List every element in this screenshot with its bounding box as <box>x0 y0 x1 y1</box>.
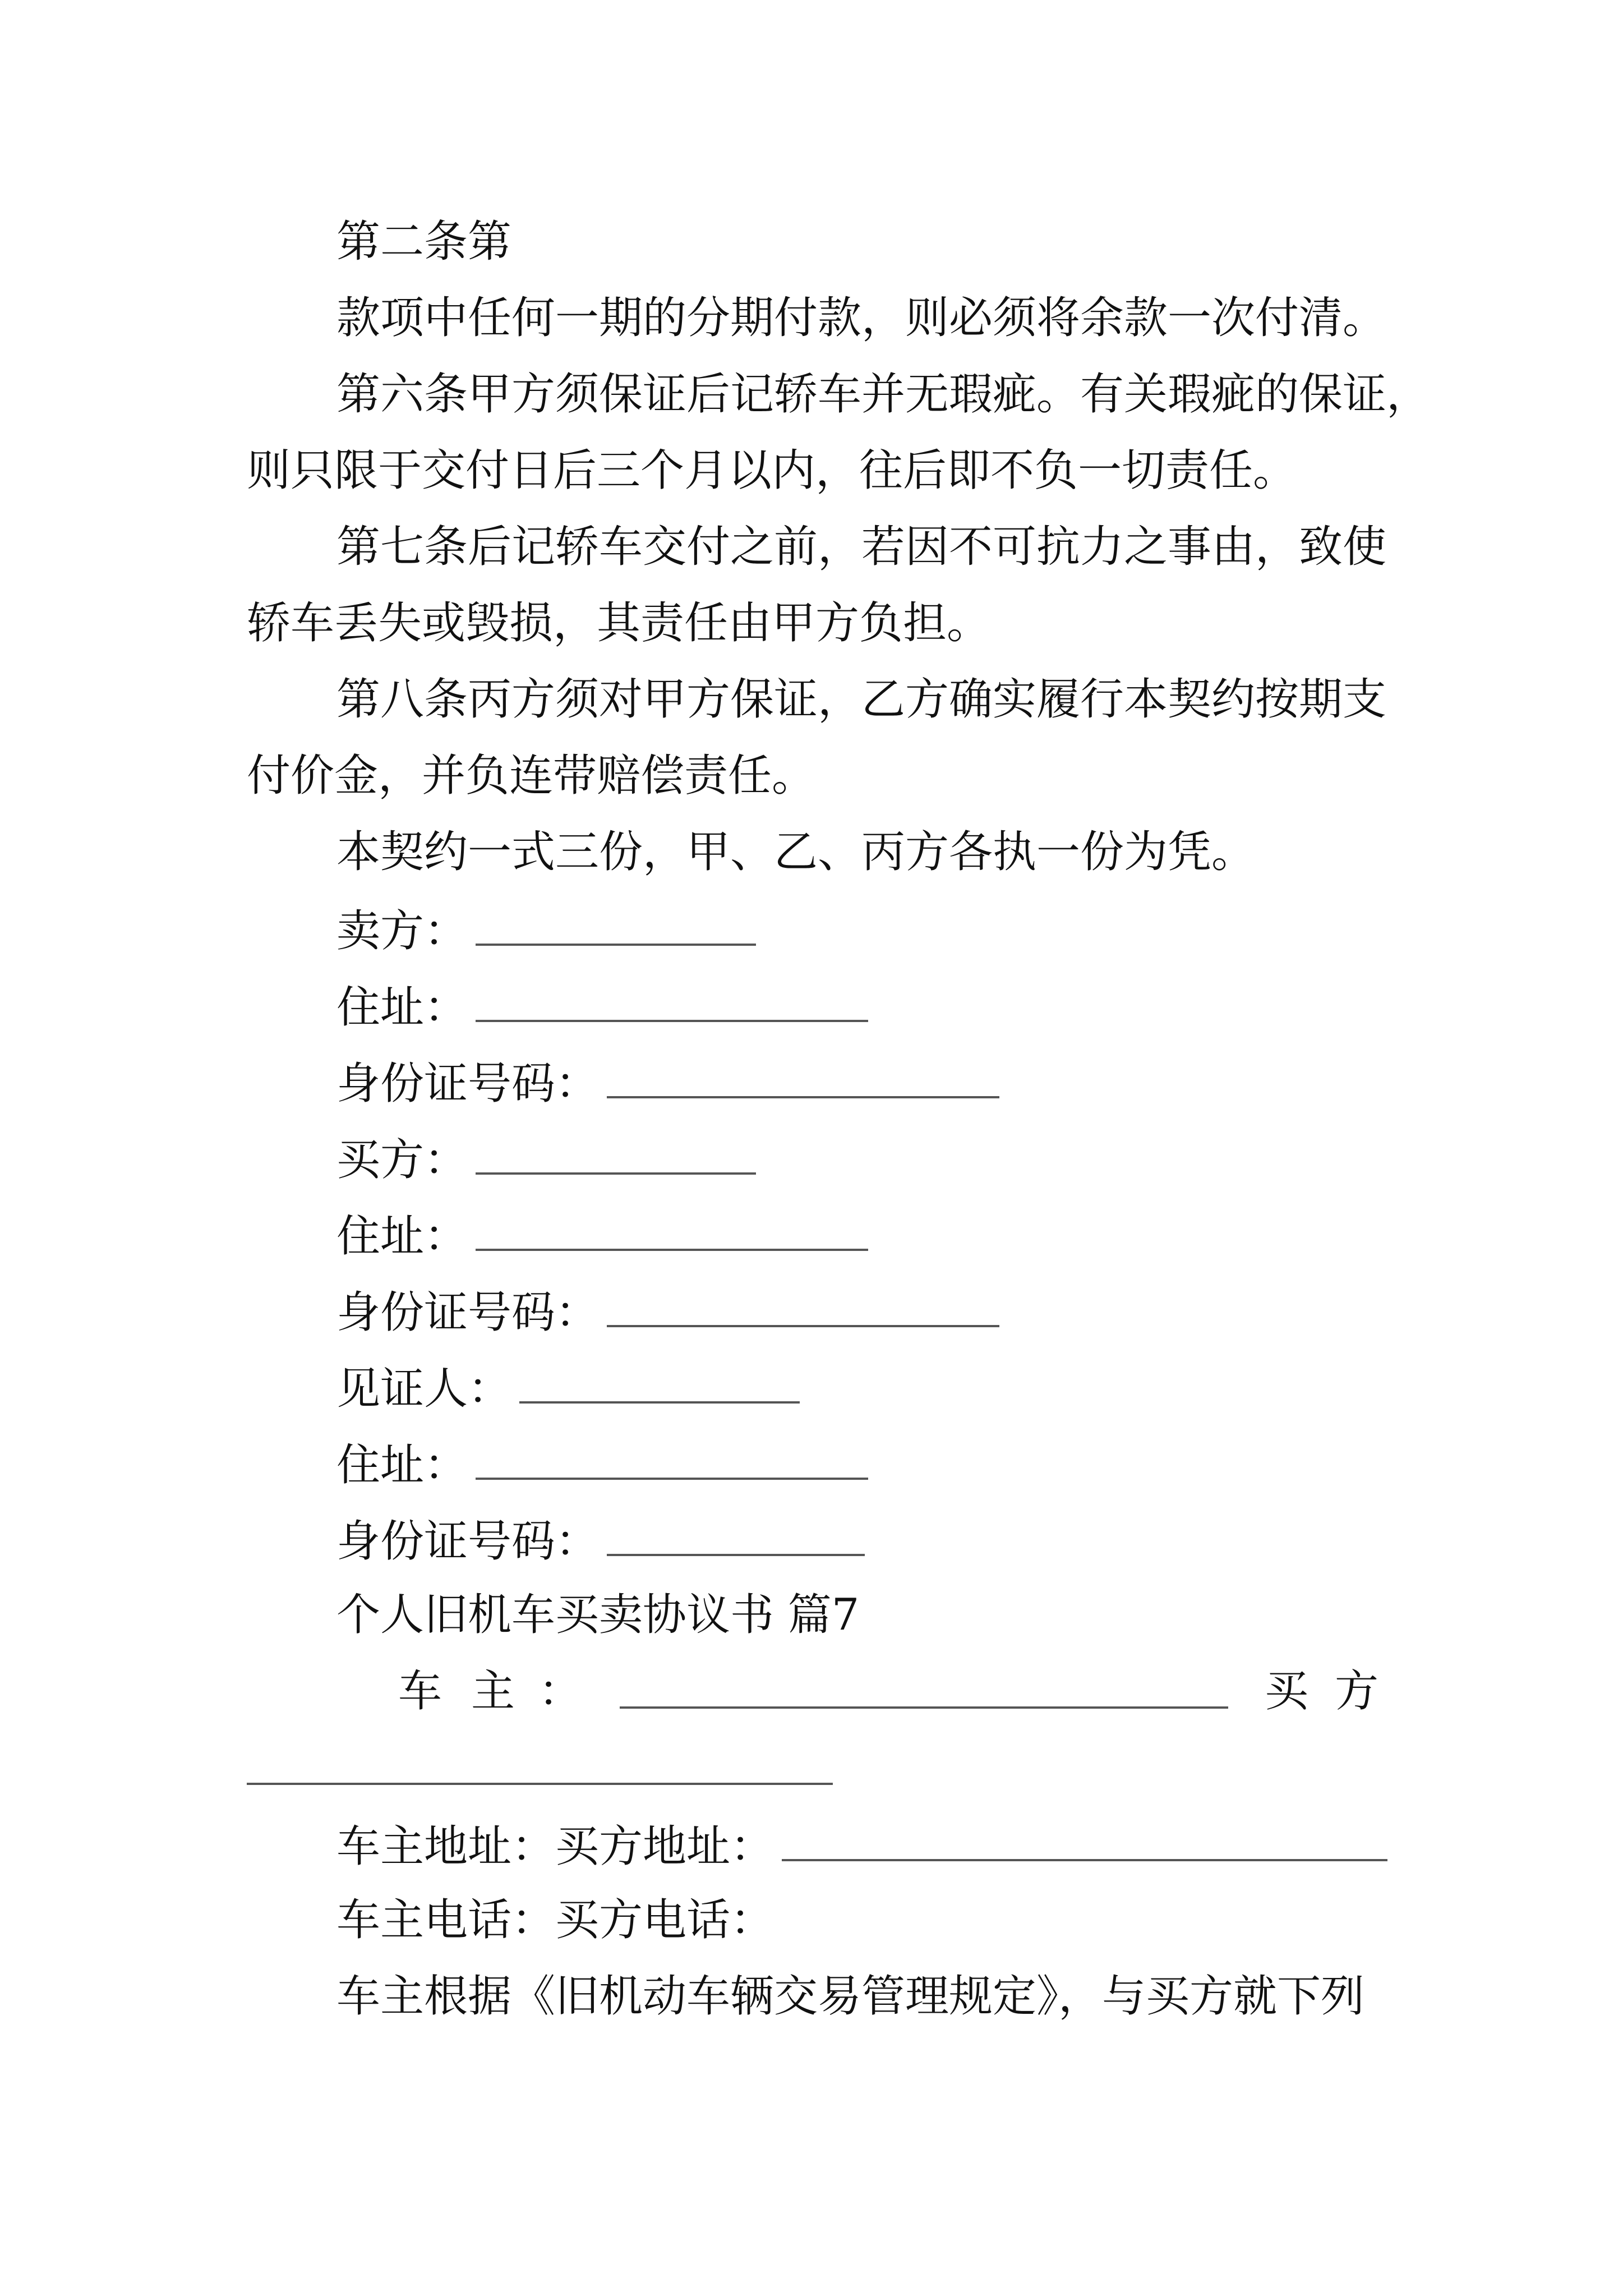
buyer-label-char-2: 方 <box>1335 1666 1379 1717</box>
witness-id-label: 身份证号码： <box>336 1516 600 1567</box>
address-row <box>336 1821 1387 1872</box>
buyer-address-label: 住址： <box>336 1211 468 1262</box>
paragraph-article-2: 第二条第 <box>336 217 512 267</box>
seller-id-blank <box>607 1059 999 1098</box>
buyer-blank-line <box>247 1746 833 1785</box>
buyer-id-label: 身份证号码： <box>336 1287 600 1338</box>
witness-address-label: 住址： <box>336 1440 468 1490</box>
buyer-id-field <box>336 1287 999 1338</box>
buyer-address-blank <box>476 1212 868 1251</box>
paragraph-article-8-line2: 付价金，并负连带赔偿责任。 <box>247 751 816 801</box>
owner-label-char-3: ： <box>538 1666 583 1717</box>
witness-id-blank <box>607 1517 865 1556</box>
witness-label: 见证人： <box>336 1364 512 1414</box>
owner-label-char-2: 主 <box>471 1666 515 1717</box>
address-labels: 车主地址：买方地址： <box>336 1821 774 1872</box>
seller-label: 卖方： <box>336 906 468 956</box>
buyer-label-char-1: 买 <box>1265 1666 1309 1717</box>
witness-blank <box>519 1364 800 1404</box>
witness-address-field <box>336 1440 868 1490</box>
seller-address-label: 住址： <box>336 982 468 1033</box>
buyer-blank <box>476 1135 756 1175</box>
seller-address-field <box>336 982 868 1033</box>
owner-label-char-1: 车 <box>398 1666 442 1717</box>
paragraph-article-7-line1: 第七条后记轿车交付之前，若因不可抗力之事由，致使 <box>336 522 1387 572</box>
paragraph-article-8-line1: 第八条丙方须对甲方保证，乙方确实履行本契约按期支 <box>336 674 1387 725</box>
seller-id-field <box>336 1059 999 1109</box>
buyer-id-blank <box>607 1288 999 1327</box>
owner-blank <box>620 1669 1228 1709</box>
paragraph-installment: 款项中任何一期的分期付款，则必须将余款一次付清。 <box>336 293 1387 343</box>
seller-field <box>336 906 756 956</box>
seller-address-blank <box>476 983 868 1022</box>
buyer-address-blank-2 <box>782 1822 1387 1861</box>
owner-buyer-row <box>0 1666 1623 1720</box>
paragraph-copies: 本契约一式三份，甲、乙、丙方各执一份为凭。 <box>336 827 1256 877</box>
seller-id-label: 身份证号码： <box>336 1059 600 1109</box>
witness-field <box>336 1364 800 1414</box>
buyer-field <box>336 1135 756 1185</box>
buyer-label: 买方： <box>336 1135 468 1185</box>
phone-row: 车主电话：买方电话： <box>336 1895 774 1945</box>
section-title: 个人旧机车买卖协议书 篇7 <box>336 1590 860 1640</box>
paragraph-article-6-line1: 第六条甲方须保证后记轿车并无瑕疵。有关瑕疵的保证， <box>336 369 1431 420</box>
paragraph-article-7-line2: 轿车丢失或毁损，其责任由甲方负担。 <box>247 598 991 648</box>
witness-id-field <box>336 1516 865 1567</box>
witness-address-blank <box>476 1441 868 1480</box>
seller-blank <box>476 907 756 946</box>
closing-paragraph: 车主根据《旧机动车辆交易管理规定》，与买方就下列 <box>336 1971 1365 2022</box>
paragraph-article-6-line2: 则只限于交付日后三个月以内，往后即不负一切责任。 <box>247 445 1297 496</box>
buyer-address-field <box>336 1211 868 1262</box>
